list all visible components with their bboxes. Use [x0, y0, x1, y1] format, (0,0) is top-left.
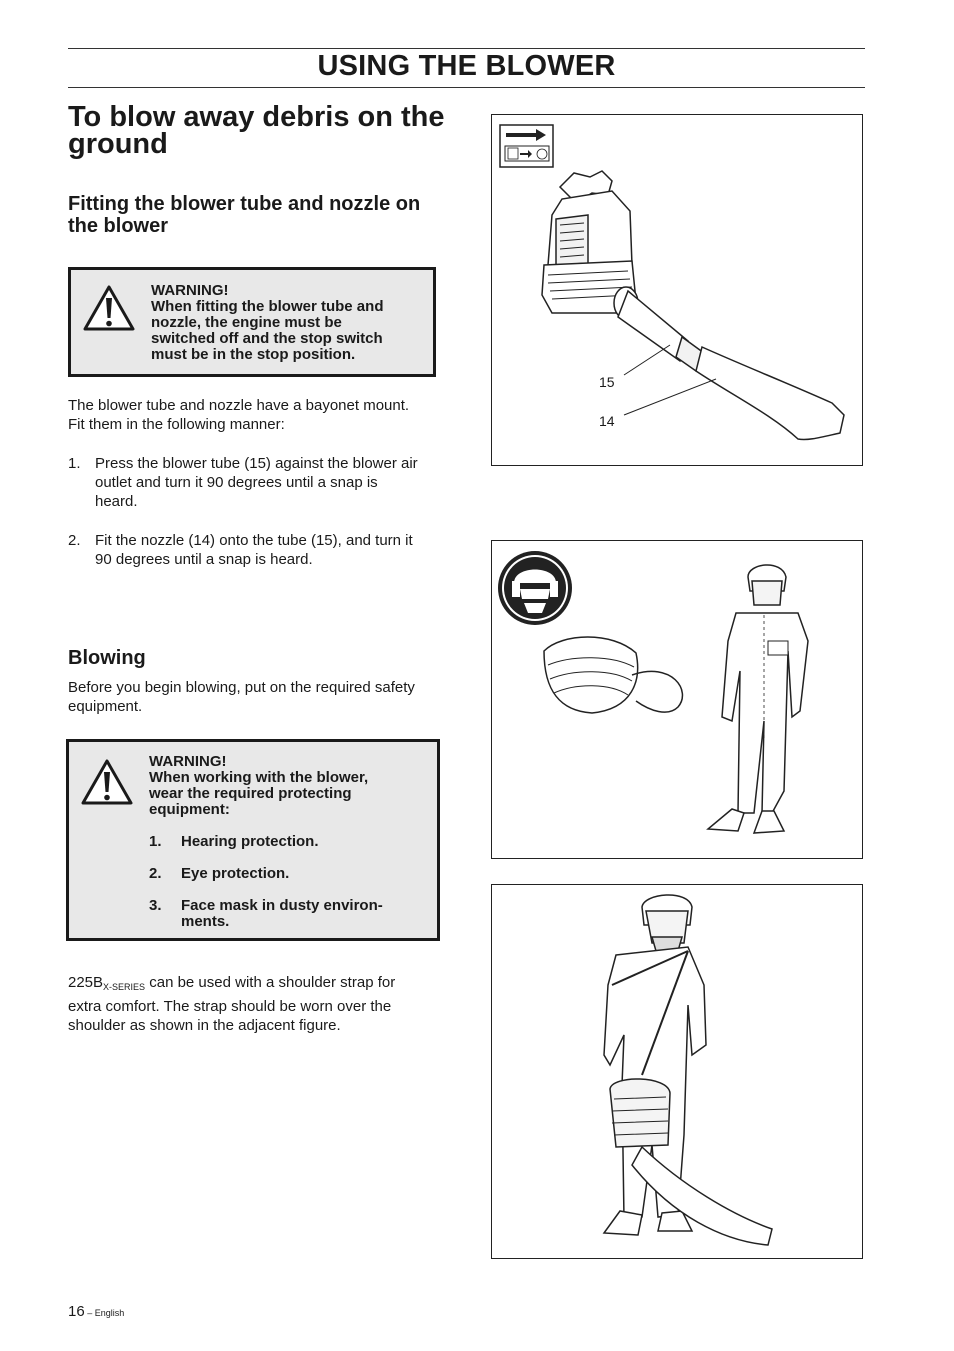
text-line: Fit them in the following manner:: [68, 416, 285, 433]
warning-line: switched off and the stop switch: [151, 330, 383, 347]
protective-equipment-illustration: [492, 541, 862, 858]
warning-triangle-icon: [83, 284, 135, 332]
person-in-coveralls-drawing: [708, 565, 808, 833]
header-top-rule: [68, 48, 865, 49]
warning-item-text: [181, 898, 383, 930]
warning-line: When working with the blower,: [149, 769, 369, 786]
section-title: USING THE BLOWER: [317, 50, 616, 82]
warning-line: wear the required protecting: [149, 785, 352, 802]
text-line: can be used with a shoulder strap for: [145, 974, 396, 991]
person-with-blower-drawing: [604, 895, 772, 1245]
page-number: 16: [68, 1303, 85, 1320]
face-mask-drawing: [544, 637, 682, 713]
shoulder-strap-illustration: [492, 885, 862, 1258]
warning-box-fitting: [68, 267, 436, 377]
step-text: [95, 531, 445, 569]
text-line: ments.: [181, 913, 230, 930]
page-footer: [68, 1303, 124, 1320]
arrow-symbol-icon: [500, 125, 553, 167]
blowing-heading: Blowing: [68, 647, 146, 669]
page-title: To blow away debris on the ground: [68, 101, 445, 160]
text-line: outlet and turn it 90 degrees until a snap is: [95, 474, 378, 491]
warning-item-text: Eye protection.: [181, 865, 290, 882]
blowing-intro: [68, 678, 443, 716]
safety-equipment-sign-icon: [498, 551, 572, 625]
text-line: Fit the nozzle (14) onto the tube (15), and turn it: [95, 532, 413, 549]
text-line: Press the blower tube (15) against the blower air: [95, 455, 418, 472]
figure-protective-equipment: [491, 540, 863, 859]
warning-item: [149, 866, 162, 882]
step-text: [95, 454, 445, 511]
model-subscript: X-SERIES: [103, 982, 146, 992]
text-line: shoulder as shown in the adjacent figure.: [68, 1017, 341, 1034]
warning-title: WARNING!: [149, 753, 227, 770]
text-line: 90 degrees until a snap is heard.: [95, 551, 313, 568]
step-number: 2.: [68, 532, 81, 549]
item-number: 2.: [149, 865, 162, 882]
warning-line: When fitting the blower tube and: [151, 298, 384, 315]
blower-assembly-illustration: [492, 115, 862, 465]
blower-body-drawing: [542, 171, 844, 440]
part-label-14: 14: [599, 413, 615, 429]
warning-item: [149, 834, 162, 850]
strap-paragraph: [68, 973, 443, 1035]
figure-blower-assembly: [491, 114, 863, 466]
warning-item: [149, 898, 162, 914]
warning-line: equipment:: [149, 801, 230, 818]
text-line: Face mask in dusty environ-: [181, 897, 383, 914]
header-bottom-rule: [68, 87, 865, 88]
text-line: The blower tube and nozzle have a bayonet mount.: [68, 397, 410, 414]
footer-language: – English: [84, 1308, 125, 1318]
warning-triangle-icon: [81, 758, 133, 806]
model-name: 225B: [68, 974, 104, 991]
item-number: 1.: [149, 833, 162, 850]
warning-line: must be in the stop position.: [151, 346, 356, 363]
warning-title: WARNING!: [151, 282, 229, 299]
text-line: equipment.: [68, 698, 143, 715]
figure-shoulder-strap: [491, 884, 863, 1259]
step-number: 1.: [68, 455, 81, 472]
text-line: extra comfort. The strap should be worn over the: [68, 998, 392, 1015]
warning-line: nozzle, the engine must be: [151, 314, 342, 331]
text-line: Before you begin blowing, put on the required safety: [68, 679, 415, 696]
warning-box-blowing: [66, 739, 440, 941]
fitting-intro: [68, 396, 443, 434]
text-line: heard.: [95, 493, 138, 510]
part-label-15: 15: [599, 374, 615, 390]
item-number: 3.: [149, 897, 162, 914]
warning-item-text: Hearing protection.: [181, 833, 319, 850]
fitting-heading: Fitting the blower tube and nozzle on the blower: [68, 193, 421, 237]
